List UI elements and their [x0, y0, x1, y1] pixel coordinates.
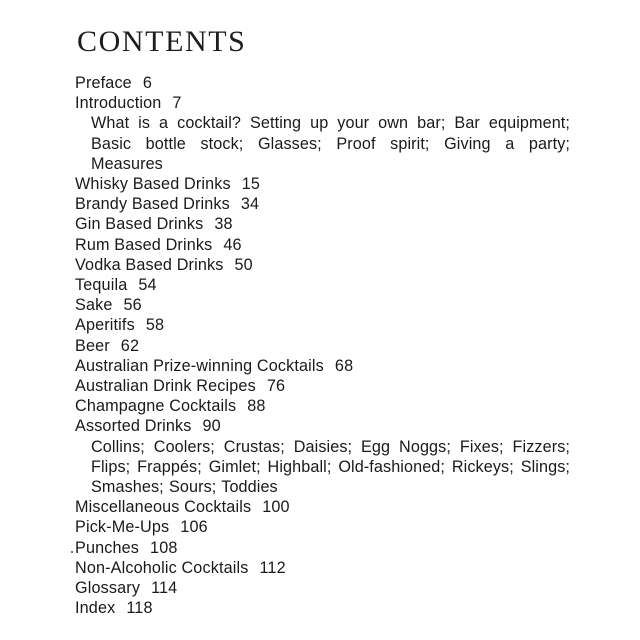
- toc-entry-label: Vodka Based Drinks: [75, 255, 224, 274]
- toc-subentry: What is a cocktail? Setting up your own bar; Bar equipment; Basic bottle stock; Glasses; Proof spirit; Giving a party; Measures: [91, 114, 570, 173]
- page-title: CONTENTS: [77, 25, 247, 58]
- toc-entry-page-number: 15: [241, 175, 261, 194]
- toc-entry-label: Pick-Me-Ups: [75, 518, 170, 537]
- toc-entry-label: Australian Drink Recipes: [75, 377, 256, 396]
- toc-entry-page-number: 50: [234, 255, 253, 274]
- toc-entry-page-number: 46: [223, 235, 242, 254]
- toc-entry-label: Gin Based Drinks: [75, 215, 204, 234]
- toc-entry[interactable]: [0, 578, 640, 598]
- toc-entry[interactable]: [0, 376, 640, 396]
- toc-entry-label: Australian Prize-winning Cocktails: [75, 356, 324, 375]
- toc-entry[interactable]: [0, 73, 640, 93]
- toc-entry-label: Punches: [75, 538, 140, 557]
- toc-entry[interactable]: [0, 235, 640, 255]
- toc-entry[interactable]: [0, 558, 640, 578]
- toc-entry[interactable]: [0, 497, 640, 517]
- scan-speck-artifact: [71, 551, 73, 553]
- toc-entry-label: Non-Alcoholic Cocktails: [75, 558, 249, 577]
- toc-entry-label: Brandy Based Drinks: [75, 195, 230, 214]
- toc-entry-page-number: 54: [138, 276, 157, 295]
- toc-entry[interactable]: [0, 93, 640, 113]
- toc-entry-page-number: 68: [334, 356, 354, 375]
- toc-entry[interactable]: [0, 315, 640, 335]
- toc-entry-label: Assorted Drinks: [75, 417, 192, 436]
- toc-entry[interactable]: [0, 174, 640, 194]
- toc-entry[interactable]: [0, 295, 640, 315]
- toc-entry-label: Sake: [75, 296, 113, 315]
- toc-entry[interactable]: [0, 396, 640, 416]
- toc-entry-page-number: 6: [142, 74, 152, 92]
- toc-entry-label: Index: [75, 599, 116, 618]
- toc-entry[interactable]: [0, 538, 640, 558]
- toc-entry-label: Glossary: [75, 579, 141, 598]
- toc-entry[interactable]: [0, 214, 640, 234]
- toc-entry-label: Beer: [75, 336, 110, 355]
- toc-entry-page-number: 58: [145, 316, 165, 335]
- toc-entry-page-number: 108: [150, 538, 178, 557]
- toc-entry-label: Champagne Cocktails: [75, 397, 237, 416]
- toc-entry-page-number: 114: [151, 579, 178, 598]
- toc-entry-label: Introduction: [75, 94, 162, 113]
- toc-entry[interactable]: [0, 255, 640, 275]
- toc-entry-page-number: 56: [123, 296, 142, 315]
- toc-entry-label: Tequila: [75, 276, 128, 295]
- toc-entry[interactable]: [0, 598, 640, 618]
- toc-entry-page-number: 76: [266, 377, 286, 396]
- toc-entry-page-number: 62: [120, 336, 140, 355]
- toc-entry-page-number: 106: [180, 518, 208, 537]
- toc-entry[interactable]: [0, 194, 640, 214]
- toc-subentry: Collins; Coolers; Crustas; Daisies; Egg Noggs; Fixes; Fizzers; Flips; Frappés; Gimlet; Highball; Old-fashioned; Rickeys; Slings; Smashes; Sours; Toddies: [91, 437, 570, 497]
- toc-entry[interactable]: [0, 336, 640, 356]
- toc-entry-label: Aperitifs: [75, 316, 135, 335]
- toc-entry-page-number: 7: [172, 94, 182, 113]
- toc-entry-label: Miscellaneous Cocktails: [75, 498, 252, 517]
- toc-entry-page-number: 100: [262, 498, 290, 517]
- toc-entry[interactable]: [0, 275, 640, 295]
- toc-entry-page-number: 34: [240, 195, 260, 214]
- toc-entry-page-number: 38: [214, 215, 233, 234]
- toc-entry-list: [0, 73, 640, 618]
- toc-entry-label: Whisky Based Drinks: [75, 175, 231, 194]
- toc-entry-label: Preface: [75, 74, 132, 92]
- toc-entry-page-number: 88: [247, 397, 266, 416]
- toc-entry-page-number: 118: [126, 599, 153, 618]
- toc-entry-label: Rum Based Drinks: [75, 235, 213, 254]
- toc-entry[interactable]: [0, 356, 640, 376]
- toc-entry[interactable]: [0, 517, 640, 537]
- toc-entry-page-number: 90: [202, 417, 221, 436]
- toc-entry[interactable]: [0, 416, 640, 436]
- toc-entry-page-number: 112: [259, 558, 286, 577]
